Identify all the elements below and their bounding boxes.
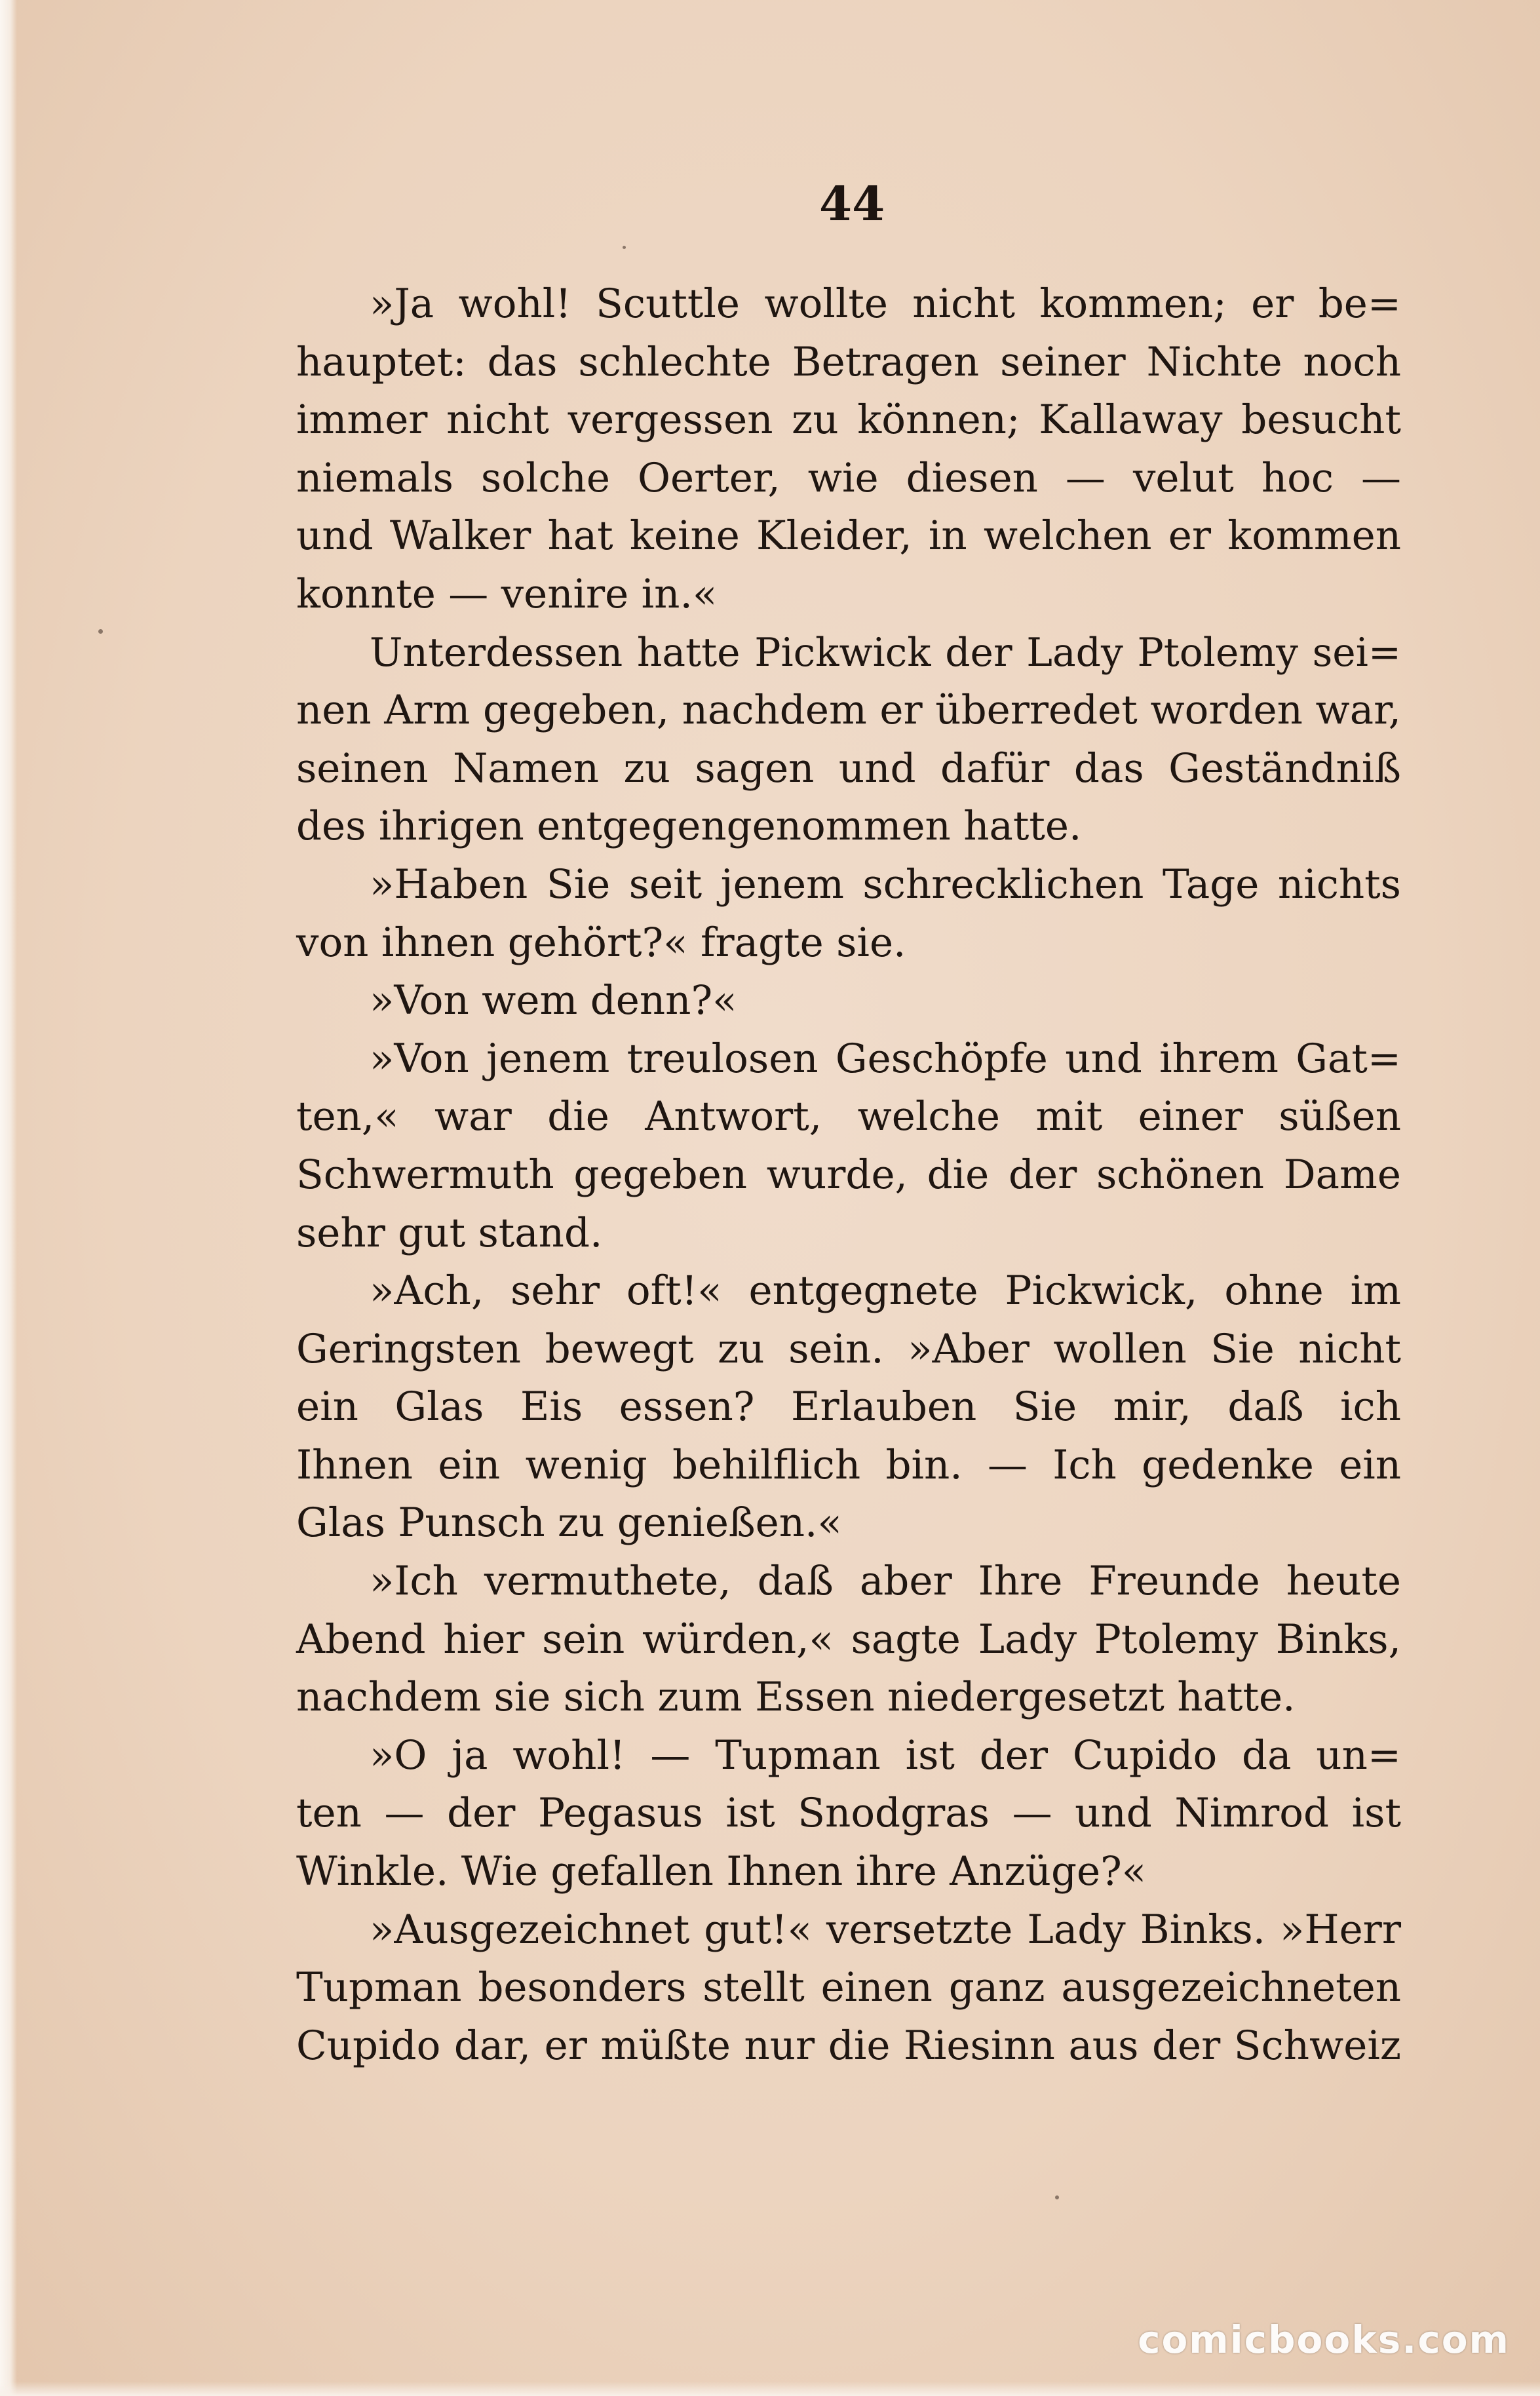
text-line: ten — der Pegasus ist Snodgras — und Nimrod ist: [296, 1790, 1401, 1837]
text-line: Winkle. Wie gefallen Ihnen ihre Anzüge?«: [296, 1848, 1147, 1895]
text-line: nachdem sie sich zum Essen niedergesetzt hatte.: [296, 1674, 1296, 1721]
text-line: Tupman besonders stellt einen ganz ausgezeichneten: [296, 1964, 1401, 2011]
text-line: »O ja wohl! — Tupman ist der Cupido da un=: [370, 1731, 1401, 1779]
text-line: ten,« war die Antwort, welche mit einer süßen: [296, 1093, 1401, 1140]
paper-speck: [623, 246, 626, 249]
page-bottom-edge: [0, 2382, 1540, 2396]
text-line: Ihnen ein wenig behilflich bin. — Ich gedenke ein: [296, 1441, 1401, 1488]
text-line: Abend hier sein würden,« sagte Lady Ptolemy Binks,: [296, 1615, 1401, 1663]
text-line: Glas Punsch zu genießen.«: [296, 1499, 842, 1547]
text-line: Cupido dar, er müßte nur die Riesinn aus der Schweiz: [296, 2022, 1401, 2069]
text-line: sehr gut stand.: [296, 1209, 603, 1256]
text-line: des ihrigen entgegengenommen hatte.: [296, 803, 1082, 850]
text-line: seinen Namen zu sagen und dafür das Geständniß: [296, 744, 1401, 792]
paper-speck: [1055, 2195, 1059, 2199]
text-line: nen Arm gegeben, nachdem er überredet worden war,: [296, 687, 1401, 734]
text-line: und Walker hat keine Kleider, in welchen er kommen: [296, 512, 1401, 560]
page-left-edge: [0, 0, 17, 2396]
paper-speck: [98, 629, 103, 634]
text-line: niemals solche Oerter, wie diesen — velut hoc —: [296, 454, 1401, 501]
text-line: immer nicht vergessen zu können; Kallaway besucht: [296, 396, 1401, 444]
page-number: 44: [819, 176, 885, 231]
watermark: comicbooks.com: [1138, 2317, 1510, 2362]
body-text: [296, 275, 1401, 2075]
text-line: konnte — venire in.«: [296, 570, 718, 617]
text-line: »Ich vermuthete, daß aber Ihre Freunde heute: [370, 1558, 1401, 1605]
text-line: »Von wem denn?«: [370, 977, 737, 1024]
text-line: ein Glas Eis essen? Erlauben Sie mir, daß ich: [296, 1383, 1401, 1431]
text-line: Geringsten bewegt zu sein. »Aber wollen Sie nicht: [296, 1325, 1401, 1372]
text-line: hauptet: das schlechte Betragen seiner Nichte noch: [296, 338, 1401, 385]
text-line: Unterdessen hatte Pickwick der Lady Ptolemy sei=: [370, 629, 1401, 676]
text-line: »Ja wohl! Scuttle wollte nicht kommen; er be=: [370, 280, 1401, 327]
text-line: »Ausgezeichnet gut!« versetzte Lady Binks. »Herr: [370, 1906, 1401, 1953]
text-line: »Ach, sehr oft!« entgegnete Pickwick, ohne im: [370, 1267, 1401, 1315]
text-line: von ihnen gehört?« fragte sie.: [296, 919, 906, 966]
text-line: Schwermuth gegeben wurde, die der schönen Dame: [296, 1151, 1401, 1198]
text-line: »Von jenem treulosen Geschöpfe und ihrem Gat=: [370, 1035, 1401, 1082]
text-line: »Haben Sie seit jenem schrecklichen Tage nichts: [370, 860, 1401, 908]
